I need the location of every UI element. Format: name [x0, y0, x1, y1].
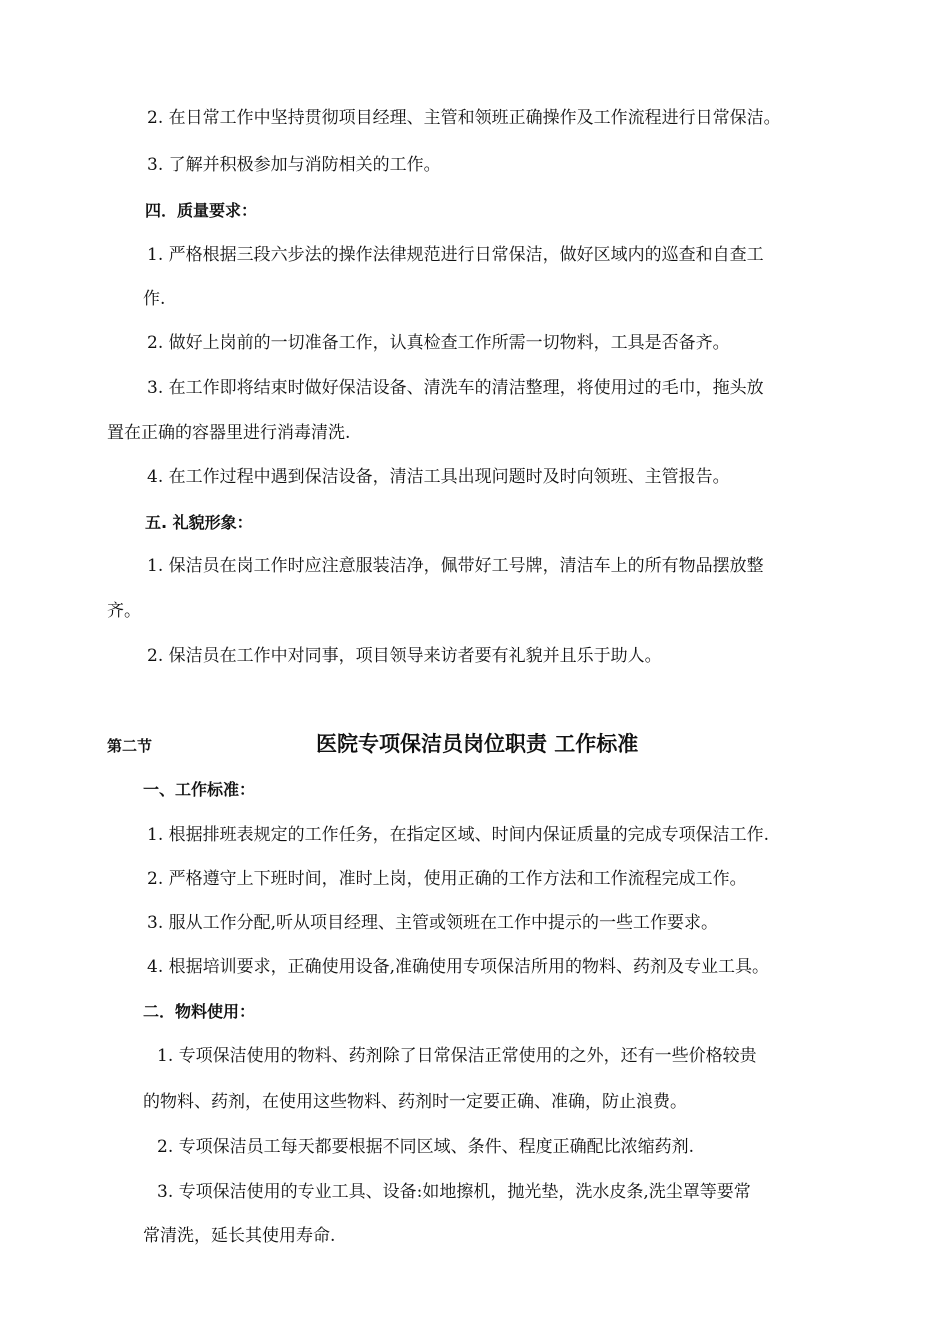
paragraph-quality-2: 2. 做好上岗前的一切准备工作，认真检查工作所需一切物料，工具是否备齐。: [147, 333, 730, 353]
paragraph-standard-1: 1. 根据排班表规定的工作任务，在指定区域、时间内保证质量的完成专项保洁工作.: [147, 825, 770, 845]
heading-quality-requirements: 四．质量要求：: [145, 201, 258, 220]
paragraph-material-1-line1: 1. 专项保洁使用的物料、药剂除了日常保洁正常使用的之外，还有一些价格较贵: [157, 1046, 757, 1066]
paragraph-material-1-line2: 的物料、药剂，在使用这些物料、药剂时一定要正确、准确，防止浪费。: [143, 1092, 687, 1112]
paragraph-quality-3-line2: 置在正确的容器里进行消毒清洗.: [107, 423, 351, 443]
paragraph-etiquette-2: 2. 保洁员在工作中对同事，项目领导来访者要有礼貌并且乐于助人。: [147, 646, 662, 666]
paragraph-material-2: 2. 专项保洁员工每天都要根据不同区域、条件、程度正确配比浓缩药剂.: [157, 1137, 695, 1157]
paragraph-quality-1-line2: 作.: [143, 289, 166, 309]
heading-etiquette-image: 五. 礼貌形象：: [145, 513, 253, 532]
paragraph-quality-4: 4. 在工作过程中遇到保洁设备，清洁工具出现问题时及时向领班、主管报告。: [147, 467, 730, 487]
paragraph-standard-2: 2. 严格遵守上下班时间，准时上岗，使用正确的工作方法和工作流程完成工作。: [147, 869, 747, 889]
paragraph-duty-3: 3. 了解并积极参加与消防相关的工作。: [147, 155, 441, 175]
paragraph-duty-2: 2. 在日常工作中坚持贯彻项目经理、主管和领班正确操作及工作流程进行日常保洁。: [147, 108, 781, 128]
paragraph-quality-1-line1: 1. 严格根据三段六步法的操作法律规范进行日常保洁，做好区域内的巡查和自查工: [147, 245, 764, 265]
section-title: 医院专项保洁员岗位职责 工作标准: [316, 732, 639, 756]
paragraph-etiquette-1-line2: 齐。: [107, 601, 141, 621]
section-label: 第二节: [107, 737, 153, 755]
heading-material-usage: 二．物料使用：: [143, 1002, 256, 1021]
paragraph-standard-3: 3. 服从工作分配,听从项目经理、主管或领班在工作中提示的一些工作要求。: [147, 913, 719, 933]
paragraph-quality-3-line1: 3. 在工作即将结束时做好保洁设备、清洗车的清洁整理，将使用过的毛巾，拖头放: [147, 378, 764, 398]
heading-work-standards: 一、工作标准：: [143, 780, 256, 799]
paragraph-standard-4: 4. 根据培训要求，正确使用设备,准确使用专项保洁所用的物料、药剂及专业工具。: [147, 957, 770, 977]
paragraph-etiquette-1-line1: 1. 保洁员在岗工作时应注意服装洁净，佩带好工号牌，清洁车上的所有物品摆放整: [147, 556, 764, 576]
paragraph-material-3-line1: 3. 专项保洁使用的专业工具、设备:如地擦机，抛光垫，洗水皮条,洗尘罩等要常: [157, 1182, 751, 1202]
paragraph-material-3-line2: 常清洗，延长其使用寿命.: [143, 1226, 336, 1246]
